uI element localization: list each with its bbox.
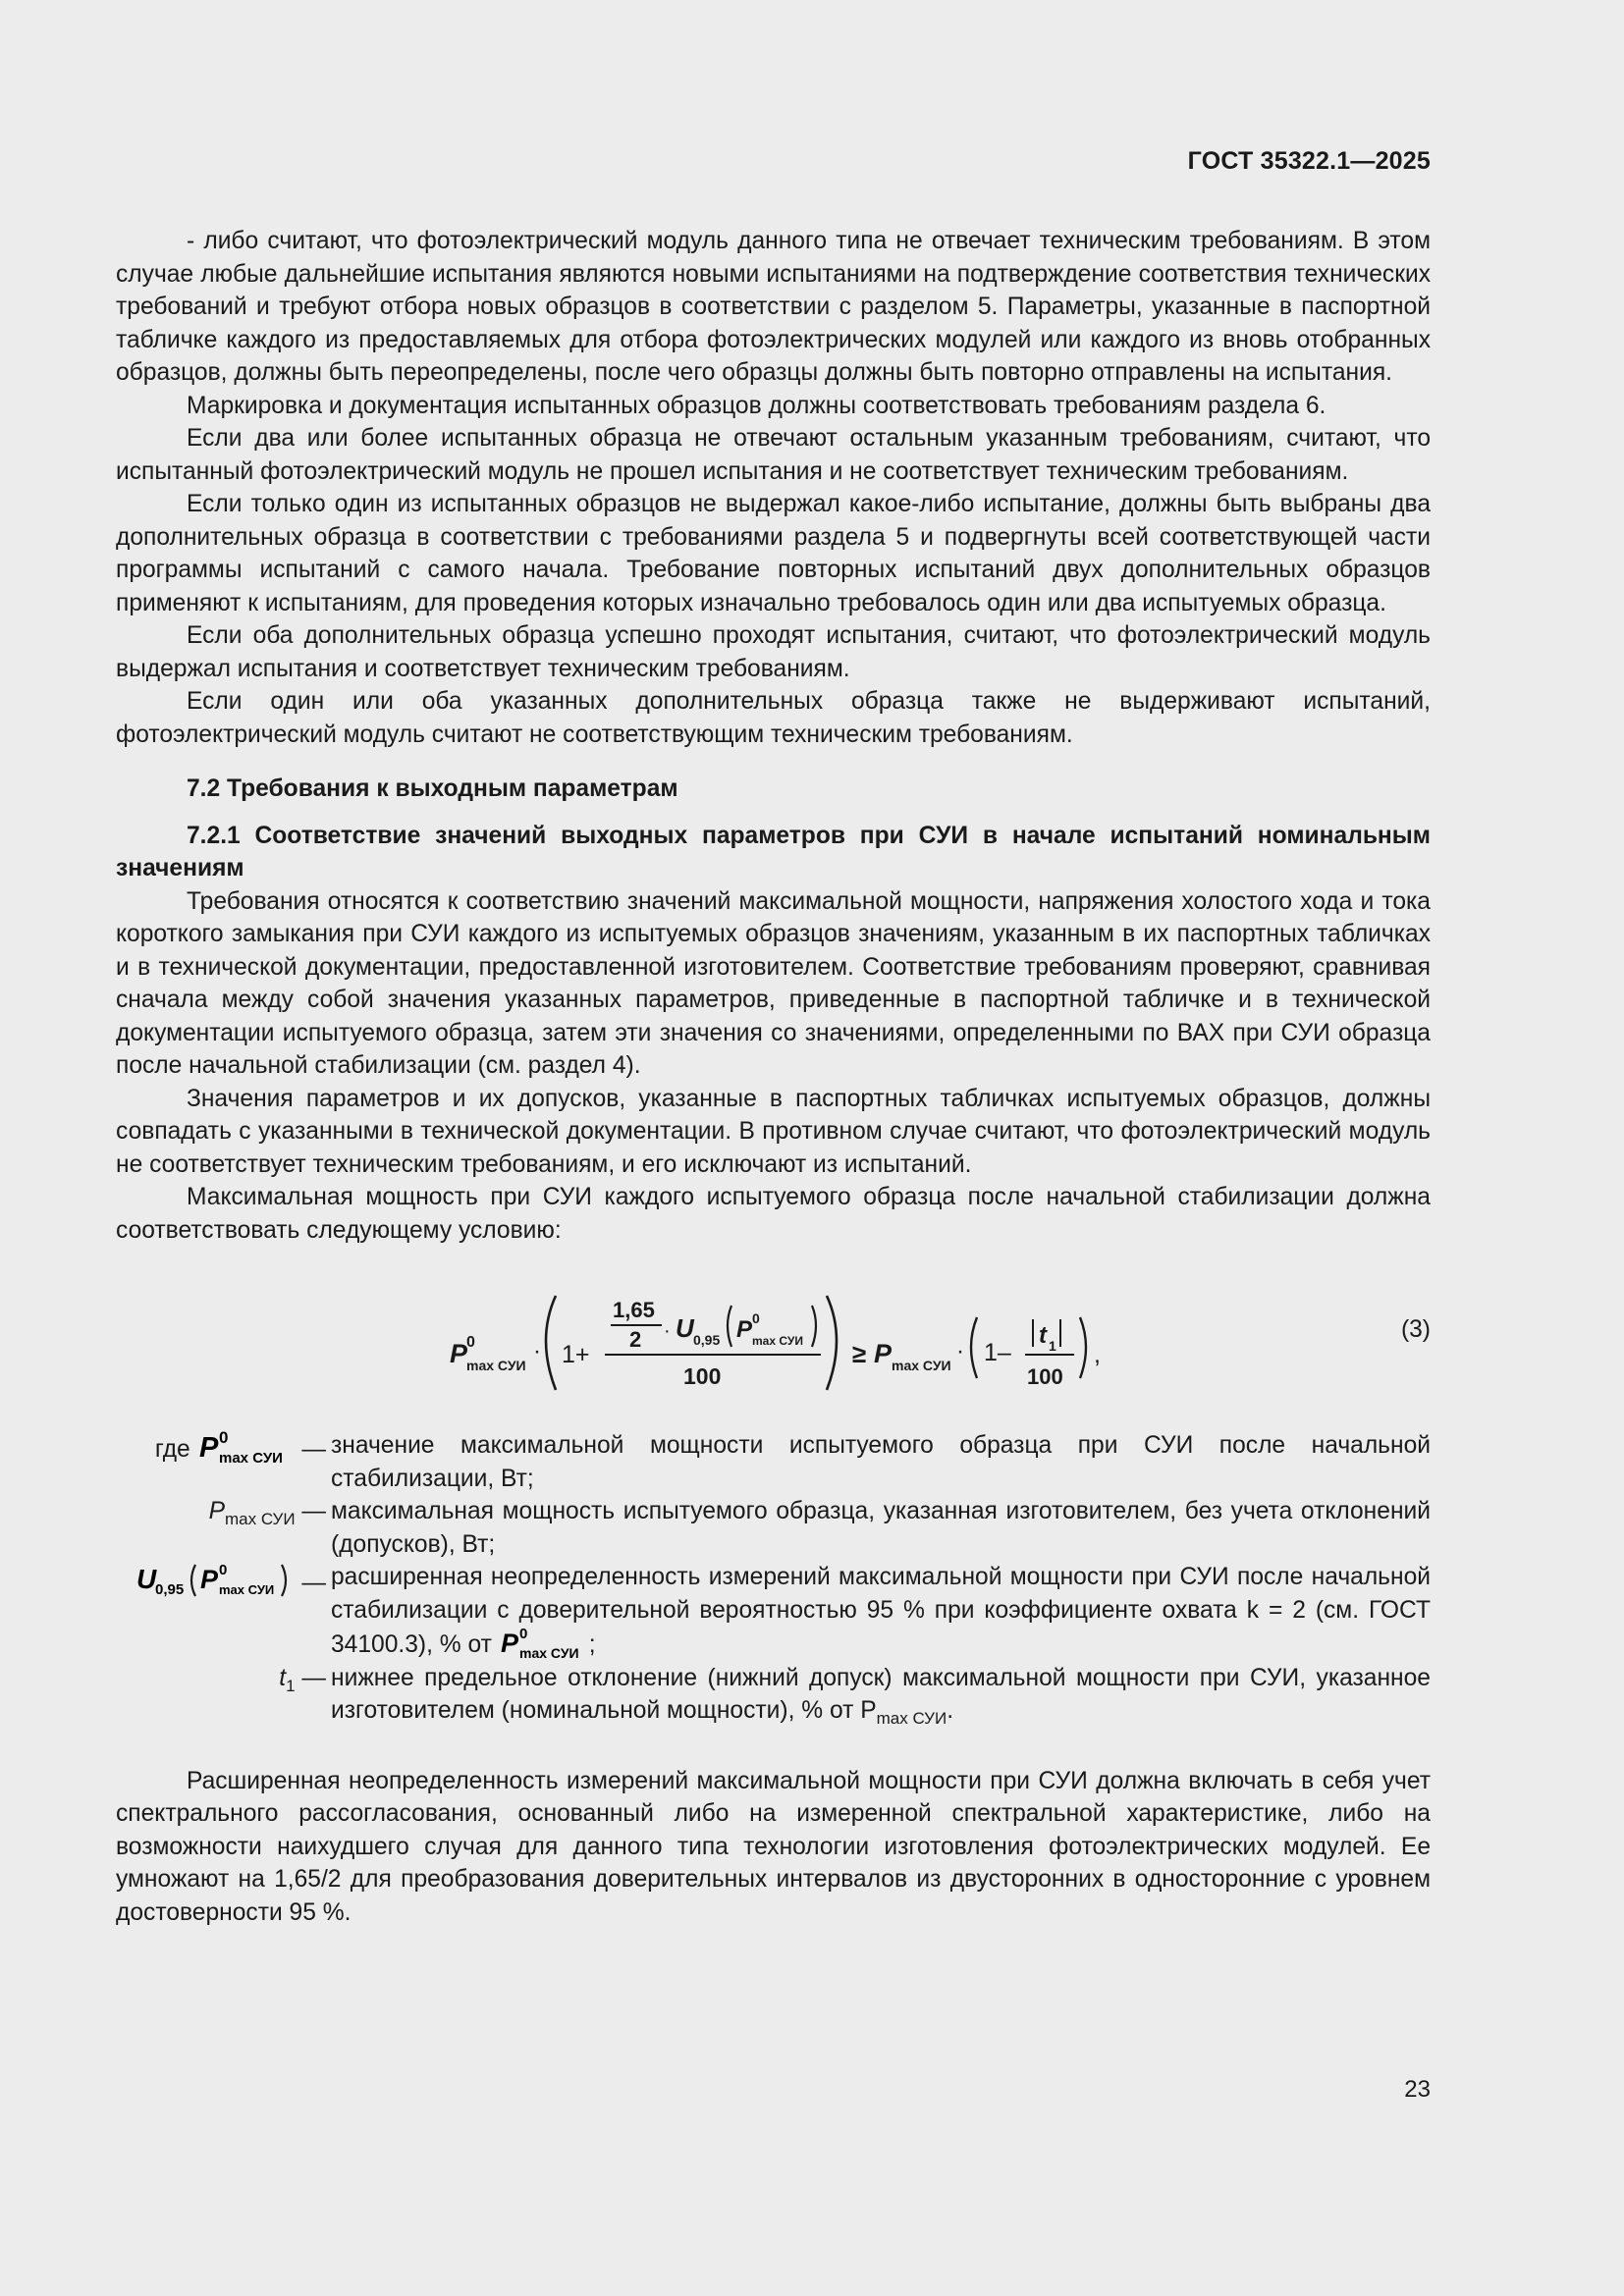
paragraph: Максимальная мощность при СУИ каждого испытуемого образца после начальной стабилизации должна соответствовать следующему условию: — [116, 1184, 1431, 1244]
formula-dot: · — [664, 1320, 671, 1342]
formula-p-symbol: P — [450, 1339, 468, 1368]
svg-text:max СУИ: max СУИ — [518, 1645, 579, 1660]
definition-item: U 0,95 P 0 max СУИ — расширенная неопределенность измерений максимальной мощности при СУИ после начальной стабилизации с доверительной вероятностью 95 % при коэффициенте охвата k = 2 (см. ГОСТ 34100.3), % от P 0 max СУИ ; — [116, 1561, 1431, 1662]
definitions-list — [116, 1429, 1431, 1735]
formula-u-symbol: U — [676, 1313, 694, 1343]
svg-text:0: 0 — [218, 1429, 229, 1447]
paragraph: Если один или оба указанных дополнительных образца также не выдерживают испытаний, фотоэлектрический модуль считают не соответствующим техническим требованиям. — [116, 688, 1431, 748]
svg-text:P: P — [500, 1629, 518, 1658]
paragraph: Если оба дополнительных образца успешно проходят испытания, считают, что фотоэлектрический модуль выдержал испытания и соответствует техническим требованиям. — [116, 622, 1431, 682]
subsection-heading: 7.2.1 Соответствие значений выходных параметров при СУИ в начале испытаний номинальным значениям — [116, 822, 1431, 881]
svg-text:1: 1 — [1049, 1338, 1056, 1354]
svg-text:P: P — [200, 1565, 219, 1594]
formula-paren-open — [546, 1296, 556, 1390]
formula-coef-den: 2 — [629, 1327, 642, 1352]
definition-symbol: где P 0 max СУИ — — [154, 1429, 326, 1465]
definition-symbol: $P_{max СУИ}$ — — [208, 1498, 326, 1528]
formula-dot: · — [533, 1338, 541, 1364]
paragraph: Требования относятся к соответствию значений максимальной мощности, напряжения холостого хода и тока короткого замыкания при СУИ каждого из испытуемых образцов значениям, указанным в их паспортных табличках и в технической документации, предоставленной изготовителем. Соответствие требованиям проверяют, сравнивая сначала между собой значения указанных параметров, приведенные в паспортной табличке и в технической документации испытуемого образца, затем эти значения со значениями, определенными по ВАХ при СУИ образца после начальной стабилизации (см. раздел 4). — [116, 887, 1431, 1079]
formula-one-plus: 1+ — [562, 1341, 590, 1368]
svg-text:max СУИ: max СУИ — [752, 1334, 803, 1348]
formula-geq: ≥ — [852, 1339, 867, 1368]
svg-text:0: 0 — [752, 1310, 760, 1326]
svg-text:max СУИ: max СУИ — [218, 1450, 283, 1465]
definition-symbol: U 0,95 P 0 max СУИ — — [136, 1562, 326, 1598]
formula-graphic — [450, 1276, 1216, 1402]
formula-paren-close — [827, 1296, 837, 1390]
symbol-u-095 — [135, 1561, 301, 1598]
definition-item: $t_1$ — нижнее предельное отклонение (нижний допуск) максимальной мощности при СУИ, указанное изготовителем (номинальной мощности), % от $P_{max СУИ}$. — [116, 1662, 1431, 1735]
symbol-p-max-sui — [499, 1627, 589, 1660]
svg-text:max СУИ: max СУИ — [219, 1582, 275, 1597]
formula-coef: 1,65 — [613, 1298, 655, 1322]
formula-p-sup: 0 — [466, 1334, 475, 1351]
paragraph: Маркировка и документация испытанных образцов должны соответствовать требованиям раздела 6. — [187, 392, 1326, 419]
paragraph: Значения параметров и их допусков, указанные в паспортных табличках испытуемых образцов, должны совпадать с указанными в технической документации. В противном случае считают, что фотоэлектрический модуль не соответствует техническим требованиям, и его исключают из испытаний. — [116, 1085, 1431, 1178]
svg-text:t: t — [1039, 1322, 1047, 1349]
definition-item: $P_{max СУИ}$ — максимальная мощность испытуемого образца, указанная изготовителем, без учета отклонений (допусков), Вт; — [116, 1495, 1431, 1561]
paragraph: Если только один из испытанных образцов не выдержал какое-либо испытание, должны быть выбраны два дополнительных образца в соответствии с требованиями раздела 5 и подвергнуты всей соответствующей части программы испытаний с самого начала. Требование повторных испытаний двух дополнительных образцов применяют к испытаниям, для проведения которых изначально требовалось один или два испытуемых образца. — [116, 491, 1431, 616]
svg-text:,: , — [1094, 1341, 1101, 1368]
equation-number: (3) — [1400, 1316, 1431, 1343]
formula-one-minus: 1– — [984, 1339, 1011, 1366]
section-heading: 7.2 Требования к выходным параметрам — [187, 775, 678, 802]
svg-text:·: · — [956, 1338, 964, 1364]
svg-text:100: 100 — [1027, 1364, 1063, 1389]
svg-text:0: 0 — [518, 1627, 528, 1642]
svg-text:0: 0 — [219, 1562, 228, 1578]
document-header: ГОСТ 35322.1—2025 — [1187, 147, 1431, 175]
svg-text:P: P — [736, 1316, 753, 1343]
svg-text:U: U — [136, 1564, 157, 1594]
page-number: 23 — [1404, 2076, 1431, 2103]
svg-text:P: P — [874, 1339, 893, 1368]
svg-text:P: P — [198, 1432, 218, 1464]
formula-u-sub: 0,95 — [693, 1332, 721, 1348]
page-content — [116, 225, 1431, 1929]
formula-p-sub: max СУИ — [466, 1358, 526, 1373]
svg-text:max СУИ: max СУИ — [892, 1358, 951, 1373]
formula-denominator: 100 — [683, 1363, 722, 1389]
formula-3 — [116, 1276, 1431, 1402]
definition-symbol: $t_1$ — — [279, 1664, 326, 1695]
paragraph: - либо считают, что фотоэлектрический модуль данного типа не отвечает техническим требованиям. В этом случае любые дальнейшие испытания являются новыми испытаниями на подтверждение соответствия технических требований и требуют отбора новых образцов в соответствии с разделом 5. Параметры, указанные в паспортной табличке каждого из предоставляемых для отбора фотоэлектрических модулей или каждого из вновь отобранных образцов, должны быть переопределены, после чего образцы должны быть повторно отправлены на испытания. — [116, 228, 1431, 386]
definition-item: где P 0 max СУИ — значение максимальной мощности испытуемого образца при СУИ после начальной стабилизации, Вт; — [116, 1429, 1431, 1495]
paragraph: Расширенная неопределенность измерений максимальной мощности при СУИ должна включать в себя учет спектрального рассогласования, основанный либо на измеренной спектральной характеристике, либо на возможности наихудшего случая для данного типа технологии изготовления фотоэлектрических модулей. Ее умножают на 1,65/2 для преобразования доверительных интервалов из двусторонних в односторонние с уровнем достоверности 95 %. — [116, 1767, 1431, 1926]
symbol-p-max-sui — [197, 1429, 296, 1465]
paragraph: Если два или более испытанных образца не отвечают остальным указанным требованиям, считают, что испытанный фотоэлектрический модуль не прошел испытания и не соответствует техническим требованиям. — [116, 425, 1431, 485]
svg-text:0,95: 0,95 — [155, 1581, 185, 1598]
